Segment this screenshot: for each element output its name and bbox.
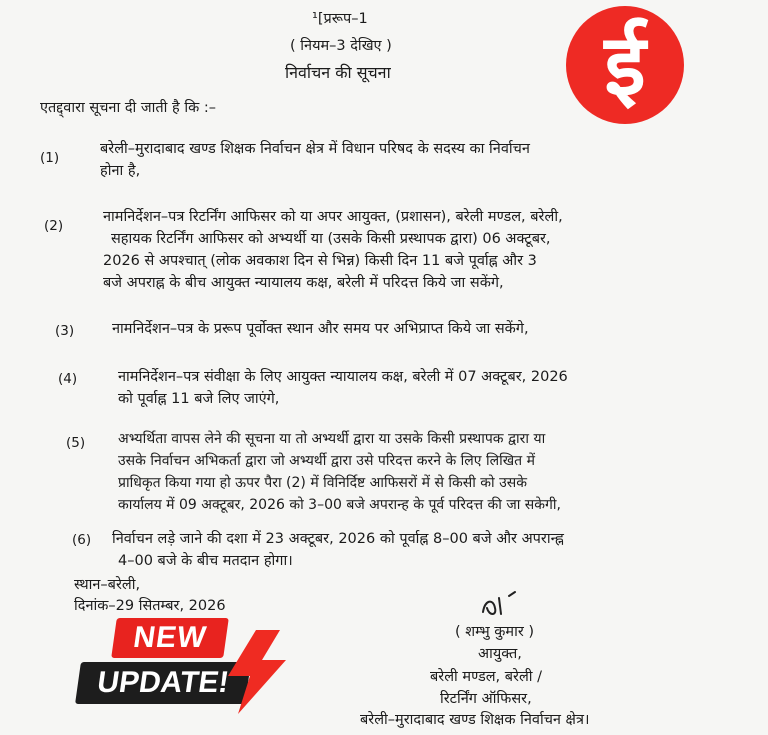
item-number: (4) xyxy=(58,371,78,387)
item-text: नामनिर्देशन–पत्र के प्ररूप पूर्वोक्त स्थान और समय पर अभिप्राप्त किये जा सकेंगे, xyxy=(112,321,529,337)
intro-text: एतद्द्वारा सूचना दी जाती है कि :– xyxy=(40,100,216,116)
place: स्थान–बरेली, xyxy=(74,577,141,593)
signatory-designation: आयुक्त, xyxy=(478,646,522,662)
notice-title: निर्वाचन की सूचना xyxy=(285,63,391,82)
item-number: (6) xyxy=(72,532,92,548)
item-text: बरेली–मुरादाबाद खण्ड शिक्षक निर्वाचन क्षेत्र में विधान परिषद के सदस्य का निर्वाचन होना है, xyxy=(100,141,530,179)
form-number: ¹[प्ररूप–1 xyxy=(312,11,368,27)
badge-new-label: NEW xyxy=(111,618,229,658)
item-number: (2) xyxy=(44,218,64,234)
rule-reference: ( नियम–3 देखिए ) xyxy=(290,38,392,54)
item-text: नामनिर्देशन–पत्र रिटर्निंग आफिसर को या अपर आयुक्त, (प्रशासन), बरेली मण्डल, बरेली, सहायक रिटर्निंग आफिसर को अभ्यर्थी या (उसके किसी प्रस्थापक द्वारा) 06 अक्टूबर, 2026 से अपश्चात् (लोक अवकाश दिन से भिन्न) किसी दिन 11 बजे पूर्वाह्न और 3 बजे अपराह्न के बीच आयुक्त न्यायालय कक्ष, बरेली में परिदत्त किये जा सकेंगे, xyxy=(103,209,563,291)
item-text: नामनिर्देशन–पत्र संवीक्षा के लिए आयुक्त न्यायालय कक्ष, बरेली में 07 अक्टूबर, 2026 को पूर्वाह्न 11 बजे लिए जाएंगे, xyxy=(118,369,568,407)
item-text: निर्वाचन लड़े जाने की दशा में 23 अक्टूबर, 2026 को पूर्वाह्न 8–00 बजे और अपरान्ह्न 4–00 बजे के बीच मतदान होगा। xyxy=(112,531,564,569)
signatory-office: बरेली मण्डल, बरेली / xyxy=(430,669,543,685)
item-number: (1) xyxy=(40,150,60,166)
signatory-role: रिटर्निंग ऑफिसर, xyxy=(440,691,532,707)
item-number: (5) xyxy=(66,435,86,451)
signatory-constituency: बरेली–मुरादाबाद खण्ड शिक्षक निर्वाचन क्षेत्र। xyxy=(360,712,590,728)
date: दिनांक–29 सितम्बर, 2026 xyxy=(74,598,226,614)
brand-logo: ई xyxy=(566,6,684,124)
item-text: अभ्यर्थिता वापस लेने की सूचना या तो अभ्यर्थी द्वारा या उसके किसी प्रस्थापक द्वारा या उसके निर्वाचन अभिकर्ता द्वारा जो अभ्यर्थी द्वारा उसे परिदत्त करने के लिए लिखित में प्राधिकृत किया गया हो ऊपर पैरा (2) में विनिर्दिष्ट आफिसरों में से किसी को उसके कार्यालय में 09 अक्टूबर, 2026 को 3–00 बजे अपरान्ह के पूर्व परिदत्त की जा सकेगी, xyxy=(118,431,561,513)
badge-update-label: UPDATE! xyxy=(75,662,251,704)
lightning-bolt-icon xyxy=(222,630,292,714)
signature xyxy=(475,590,545,620)
item-number: (3) xyxy=(55,323,75,339)
new-update-badge xyxy=(72,612,292,712)
signatory-name: ( शम्भु कुमार ) xyxy=(455,624,535,640)
